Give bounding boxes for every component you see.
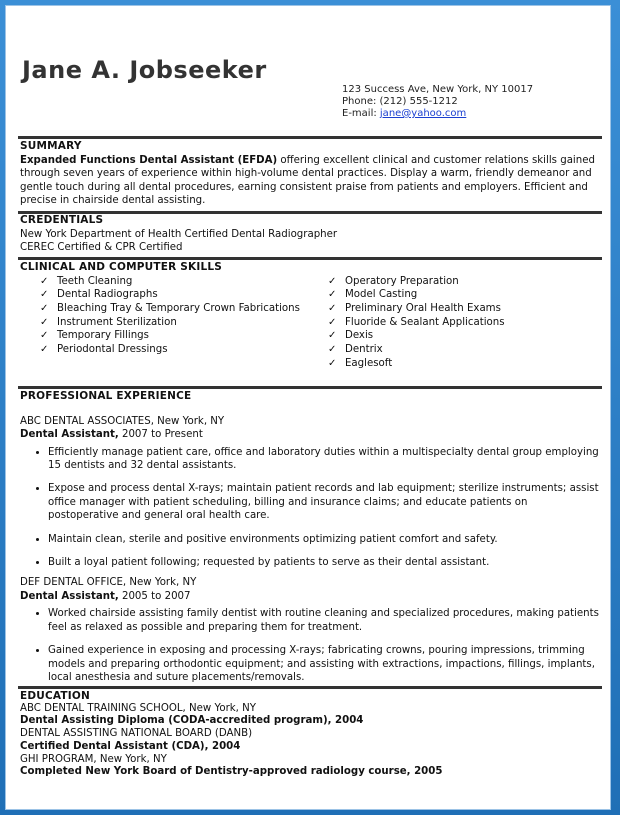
check-icon: ✓ bbox=[328, 357, 337, 369]
contact-email-row bbox=[342, 108, 533, 120]
skill-item bbox=[40, 302, 310, 316]
section-divider bbox=[18, 386, 602, 389]
edu-school: ABC DENTAL TRAINING SCHOOL, New York, NY bbox=[20, 702, 256, 714]
summary-title: Expanded Functions Dental Assistant (EFDA) bbox=[20, 154, 278, 166]
skill-label: Instrument Sterilization bbox=[57, 316, 177, 328]
skill-item bbox=[40, 343, 310, 357]
section-divider bbox=[18, 686, 602, 689]
skill-item bbox=[328, 329, 598, 343]
skill-item bbox=[40, 275, 310, 289]
check-icon: ✓ bbox=[40, 275, 49, 287]
check-icon: ✓ bbox=[40, 330, 49, 342]
job-bullet: • Worked chairside assisting family dentist with routine cleaning and specialized procedures, making patients feel as relaxed as possible and preparing them for treatment. bbox=[48, 607, 600, 634]
check-icon: ✓ bbox=[328, 275, 337, 287]
check-icon: ✓ bbox=[328, 344, 337, 356]
resume-page bbox=[5, 5, 611, 810]
edu-award: Dental Assisting Diploma (CODA-accredited program), 2004 bbox=[20, 715, 364, 727]
skill-item bbox=[40, 329, 310, 343]
skills-list-right bbox=[310, 275, 598, 371]
skill-item bbox=[328, 357, 598, 371]
check-icon: ✓ bbox=[40, 302, 49, 314]
summary-heading: SUMMARY bbox=[20, 140, 82, 152]
contact-address: 123 Success Ave, New York, NY 10017 bbox=[342, 84, 534, 95]
contact-email-link[interactable]: jane@yahoo.com bbox=[379, 108, 467, 119]
skills-section bbox=[20, 261, 600, 370]
job-dates: 2005 to 2007 bbox=[118, 590, 191, 602]
credentials-heading: CREDENTIALS bbox=[20, 214, 104, 226]
skill-label: Temporary Fillings bbox=[57, 330, 149, 342]
skill-item bbox=[328, 275, 598, 289]
experience-heading: PROFESSIONAL EXPERIENCE bbox=[20, 390, 192, 402]
check-icon: ✓ bbox=[328, 330, 337, 342]
job-bullets bbox=[20, 607, 600, 684]
job-dates: 2007 to Present bbox=[118, 429, 203, 440]
candidate-name: Jane A. Jobseeker bbox=[22, 56, 267, 84]
job-title: Dental Assistant, bbox=[20, 590, 119, 602]
skill-label: Teeth Cleaning bbox=[57, 275, 133, 287]
job-bullet: • Built a loyal patient following; requested by patients to serve as their dental assistant. bbox=[48, 556, 600, 569]
check-icon: ✓ bbox=[328, 302, 337, 314]
section-divider bbox=[18, 136, 602, 139]
skill-item bbox=[328, 288, 598, 302]
skill-item bbox=[328, 302, 598, 316]
skill-item bbox=[40, 316, 310, 330]
edu-award: Certified Dental Assistant (CDA), 2004 bbox=[20, 740, 241, 752]
skill-label: Preliminary Oral Health Exams bbox=[345, 302, 501, 314]
job-bullet: • Efficiently manage patient care, office and laboratory duties within a multispecialty dental group employing 15 dentists and 32 dental assistants. bbox=[48, 446, 600, 473]
job-bullet: • Gained experience in exposing and processing X-rays; fabricating crowns, pouring impressions, trimming models and preparing orthodontic equipment; and assisting with extractions, impactions, fillings, implants, local anesthesia and suture placements/removals. bbox=[48, 644, 600, 684]
skill-item bbox=[40, 288, 310, 302]
skill-label: Operatory Preparation bbox=[345, 275, 459, 287]
check-icon: ✓ bbox=[40, 344, 49, 356]
experience-section bbox=[20, 390, 600, 694]
skills-columns bbox=[20, 275, 600, 371]
check-icon: ✓ bbox=[328, 289, 337, 301]
job-bullet: • Expose and process dental X-rays; maintain patient records and lab equipment; sterilize instruments; assist office manager with patient scheduling, billing and insurance claims; and educate patients on postoperative and general oral health care. bbox=[48, 482, 600, 522]
skill-label: Eaglesoft bbox=[345, 357, 393, 369]
skill-label: Dental Radiographs bbox=[57, 289, 158, 301]
skill-item bbox=[328, 343, 598, 357]
skill-label: Fluoride & Sealant Applications bbox=[345, 316, 505, 328]
summary-body: offering excellent clinical and customer relations skills gained through seven years of experience within high-volume dental practices. Display a warm, friendly demeanor and gentle touch during all dental procedures, earning consistent praise from patients and employers. Efficient and precise in chairside dental assisting. bbox=[20, 154, 595, 206]
job-title: Dental Assistant, bbox=[20, 429, 119, 440]
check-icon: ✓ bbox=[328, 316, 337, 328]
skill-label: Bleaching Tray & Temporary Crown Fabrications bbox=[57, 302, 300, 314]
edu-award: Completed New York Board of Dentistry-approved radiology course, 2005 bbox=[20, 766, 443, 778]
education-section bbox=[20, 690, 600, 779]
edu-school: GHI PROGRAM, New York, NY bbox=[20, 753, 167, 765]
education-heading: EDUCATION bbox=[20, 690, 91, 702]
skills-list-left bbox=[20, 275, 310, 371]
credentials-section bbox=[20, 214, 600, 255]
credential-line: CEREC Certified & CPR Certified bbox=[20, 242, 183, 253]
credential-line: New York Department of Health Certified Dental Radiographer bbox=[20, 228, 338, 240]
skill-label: Model Casting bbox=[345, 289, 418, 301]
check-icon: ✓ bbox=[40, 289, 49, 301]
job-bullets bbox=[20, 446, 600, 570]
summary-section bbox=[20, 140, 600, 208]
contact-email-label: E-mail: bbox=[342, 108, 380, 119]
skill-label: Dexis bbox=[345, 330, 374, 342]
contact-phone: Phone: (212) 555-1212 bbox=[342, 96, 458, 107]
job-title-row bbox=[20, 590, 600, 604]
summary-text bbox=[20, 154, 600, 208]
job-employer: DEF DENTAL OFFICE, New York, NY bbox=[20, 577, 197, 589]
contact-block bbox=[342, 84, 533, 120]
job-title-row bbox=[20, 428, 600, 442]
skills-heading: CLINICAL AND COMPUTER SKILLS bbox=[20, 261, 222, 273]
skill-item bbox=[328, 316, 598, 330]
section-divider bbox=[18, 257, 602, 260]
skill-label: Periodontal Dressings bbox=[57, 344, 168, 356]
skill-label: Dentrix bbox=[345, 344, 383, 356]
check-icon: ✓ bbox=[40, 316, 49, 328]
edu-school: DENTAL ASSISTING NATIONAL BOARD (DANB) bbox=[20, 728, 253, 740]
job-bullet: • Maintain clean, sterile and positive environments optimizing patient comfort and safety. bbox=[48, 533, 600, 546]
job-employer: ABC DENTAL ASSOCIATES, New York, NY bbox=[20, 415, 225, 427]
